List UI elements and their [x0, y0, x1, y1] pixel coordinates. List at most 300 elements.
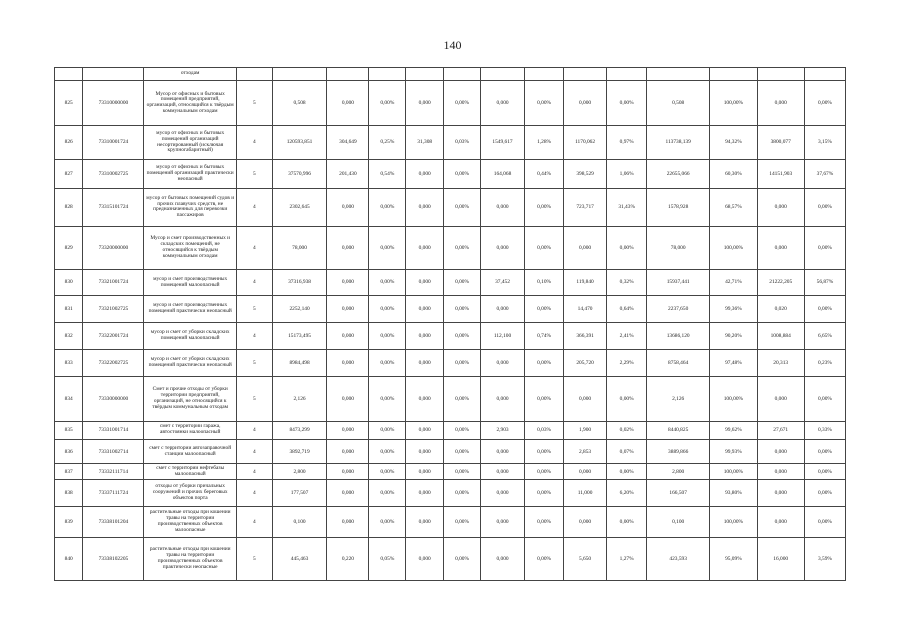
- cell-waste-name: смет с территории гаража, автостоянки малоопасный: [144, 421, 237, 439]
- cell-hazard-class: 4: [236, 126, 272, 160]
- cell-empty: [525, 68, 564, 81]
- cell-hazard-class: 4: [236, 421, 272, 439]
- cell-value: 0,000: [327, 81, 369, 126]
- cell-row-number: 839: [55, 506, 83, 537]
- cell-total-amount: 177,507: [272, 480, 327, 507]
- cell-waste-name: Смет и прочие отходы от уборки территории предприятий, организаций, не относящийся к твёрдым коммунальным отходам: [144, 377, 237, 422]
- cell-value: 0,000: [480, 227, 524, 270]
- cell-empty: [757, 68, 804, 81]
- cell-value: 2,903: [480, 421, 524, 439]
- cell-hazard-class: 4: [236, 464, 272, 480]
- cell-fkko-code: 73321001724: [83, 269, 144, 296]
- cell-fkko-code: 73331002714: [83, 439, 144, 464]
- cell-percent: 0,00%: [804, 439, 845, 464]
- cell-value: 0,000: [480, 296, 524, 323]
- cell-waste-name: смет с территории автозаправочной станции малоопасный: [144, 439, 237, 464]
- cell-value: 16,000: [757, 538, 804, 581]
- cell-total-amount: 0,100: [272, 506, 327, 537]
- cell-empty: [647, 68, 710, 81]
- cell-value: 0,000: [406, 188, 444, 226]
- cell-fkko-code: 73322002725: [83, 350, 144, 377]
- cell-hazard-class: 5: [236, 350, 272, 377]
- cell-percent: 6,65%: [804, 323, 845, 350]
- cell-percent: 3,15%: [804, 126, 845, 160]
- cell-value: 0,000: [757, 506, 804, 537]
- cell-value: 0,000: [406, 81, 444, 126]
- cell-waste-name: Мусор от офисных и бытовых помещений предприятий, организаций, относящийся к твёрдым коммунальным отходам: [144, 81, 237, 126]
- cell-fkko-code: 73315101724: [83, 188, 144, 226]
- cell-percent: 0,00%: [804, 188, 845, 226]
- cell-percent: 0,97%: [607, 126, 647, 160]
- cell-hazard-class: 4: [236, 227, 272, 270]
- cell-value: 205,720: [564, 350, 607, 377]
- cell-percent: 95,09%: [710, 538, 757, 581]
- cell-value: 37,452: [480, 269, 524, 296]
- cell-row-number: 825: [55, 81, 83, 126]
- cell-percent: 31,43%: [607, 188, 647, 226]
- cell-value: 0,000: [757, 464, 804, 480]
- cell-percent: 1,28%: [525, 126, 564, 160]
- cell-value: 0,000: [406, 227, 444, 270]
- cell-total-amount: 0,508: [272, 81, 327, 126]
- cell-percent: 0,07%: [607, 439, 647, 464]
- cell-value: 1578,928: [647, 188, 710, 226]
- cell-waste-name: мусор и смет производственных помещений малоопасный: [144, 269, 237, 296]
- cell-value: 0,000: [327, 269, 369, 296]
- cell-percent: 0,00%: [525, 439, 564, 464]
- cell-percent: 100,00%: [710, 377, 757, 422]
- cell-percent: 0,64%: [607, 296, 647, 323]
- cell-fkko-code: 73310001724: [83, 126, 144, 160]
- cell-waste-name: мусор и смет от уборки складских помещений практически неопасный: [144, 350, 237, 377]
- cell-value: 0,000: [757, 480, 804, 507]
- cell-hazard-class: 5: [236, 377, 272, 422]
- cell-row-number: 827: [55, 159, 83, 188]
- cell-value: 0,000: [564, 506, 607, 537]
- cell-value: 2,853: [564, 439, 607, 464]
- cell-percent: 60,30%: [710, 159, 757, 188]
- cell-value: 0,000: [327, 188, 369, 226]
- cell-value: 723,717: [564, 188, 607, 226]
- cell-waste-name: мусор и смет производственных помещений практически неопасный: [144, 296, 237, 323]
- cell-value: 2,800: [647, 464, 710, 480]
- cell-hazard-class: 5: [236, 81, 272, 126]
- cell-value: 0,000: [327, 350, 369, 377]
- cell-value: 20,313: [757, 350, 804, 377]
- cell-value: 0,000: [327, 296, 369, 323]
- cell-value: 0,000: [480, 538, 524, 581]
- cell-percent: 90,20%: [710, 323, 757, 350]
- cell-percent: 0,03%: [525, 421, 564, 439]
- table-row: [55, 269, 846, 296]
- cell-value: 119,840: [564, 269, 607, 296]
- cell-value: 166,507: [647, 480, 710, 507]
- cell-row-number: 835: [55, 421, 83, 439]
- cell-percent: 0,00%: [369, 81, 406, 126]
- cell-hazard-class: 5: [236, 159, 272, 188]
- table-row: [55, 377, 846, 422]
- cell-value: 0,000: [406, 421, 444, 439]
- cell-value: 0,000: [406, 296, 444, 323]
- cell-percent: 0,00%: [444, 350, 481, 377]
- cell-empty: [369, 68, 406, 81]
- cell-percent: 2,29%: [607, 350, 647, 377]
- cell-value: 0,000: [480, 464, 524, 480]
- cell-total-amount: 78,000: [272, 227, 327, 270]
- cell-value: 11,000: [564, 480, 607, 507]
- cell-total-amount: 15173,495: [272, 323, 327, 350]
- cell-percent: 100,00%: [710, 227, 757, 270]
- cell-percent: 0,00%: [804, 81, 845, 126]
- cell-empty: [83, 68, 144, 81]
- cell-percent: 0,00%: [444, 188, 481, 226]
- page-number: 140: [443, 38, 462, 52]
- cell-value: 0,000: [564, 227, 607, 270]
- cell-value: 0,000: [406, 269, 444, 296]
- cell-percent: 0,00%: [607, 227, 647, 270]
- cell-percent: 0,00%: [525, 377, 564, 422]
- cell-percent: 0,03%: [444, 126, 481, 160]
- cell-waste-name: мусор и смет от уборки складских помещений малоопасный: [144, 323, 237, 350]
- cell-waste-name: мусор от офисных и бытовых помещений организаций практически неопасный: [144, 159, 237, 188]
- cell-percent: 0,00%: [369, 269, 406, 296]
- cell-percent: 99,62%: [710, 421, 757, 439]
- cell-row-number: 834: [55, 377, 83, 422]
- cell-percent: 0,00%: [369, 464, 406, 480]
- cell-percent: 0,00%: [369, 350, 406, 377]
- cell-waste-name: мусор от офисных и бытовых помещений организаций несортированный (исключая крупногабаритный): [144, 126, 237, 160]
- cell-value: 13686,120: [647, 323, 710, 350]
- cell-percent: 0,00%: [444, 323, 481, 350]
- cell-value: 0,000: [327, 227, 369, 270]
- cell-hazard-class: 4: [236, 269, 272, 296]
- cell-value: 5,650: [564, 538, 607, 581]
- cell-percent: 0,00%: [369, 323, 406, 350]
- cell-value: 164,068: [480, 159, 524, 188]
- cell-percent: 0,00%: [444, 480, 481, 507]
- cell-waste-name: растительные отходы при кошении травы на территории производственных объектов малоопасные: [144, 506, 237, 537]
- cell-percent: 3,59%: [804, 538, 845, 581]
- table-body: [55, 68, 846, 581]
- cell-percent: 0,00%: [607, 81, 647, 126]
- cell-percent: 0,00%: [804, 464, 845, 480]
- cell-percent: 100,00%: [710, 81, 757, 126]
- cell-percent: 0,00%: [804, 480, 845, 507]
- cell-value: 21222,205: [757, 269, 804, 296]
- cell-empty: [236, 68, 272, 81]
- cell-value: 0,000: [406, 480, 444, 507]
- cell-row-number: 838: [55, 480, 83, 507]
- cell-percent: 0,00%: [444, 421, 481, 439]
- cell-percent: 0,00%: [525, 464, 564, 480]
- cell-waste-name: отходам: [144, 68, 237, 81]
- cell-hazard-class: 4: [236, 506, 272, 537]
- cell-empty: [444, 68, 481, 81]
- cell-row-number: 836: [55, 439, 83, 464]
- cell-waste-name: растительные отходы при кошении травы на территории производственных объектов практически неопасные: [144, 538, 237, 581]
- cell-row-number: 832: [55, 323, 83, 350]
- cell-percent: 0,00%: [607, 377, 647, 422]
- cell-value: 14151,903: [757, 159, 804, 188]
- cell-value: 0,100: [647, 506, 710, 537]
- cell-percent: 0,00%: [525, 538, 564, 581]
- cell-percent: 0,02%: [607, 421, 647, 439]
- cell-percent: 100,00%: [710, 464, 757, 480]
- cell-value: 2237,650: [647, 296, 710, 323]
- cell-value: 27,671: [757, 421, 804, 439]
- cell-hazard-class: 4: [236, 323, 272, 350]
- cell-percent: 0,00%: [444, 506, 481, 537]
- cell-percent: 0,25%: [369, 126, 406, 160]
- cell-value: 0,000: [480, 350, 524, 377]
- cell-value: 3800,077: [757, 126, 804, 160]
- cell-value: 0,000: [327, 377, 369, 422]
- cell-value: 14,470: [564, 296, 607, 323]
- cell-row-number: 831: [55, 296, 83, 323]
- cell-value: 0,000: [757, 188, 804, 226]
- cell-value: 0,000: [480, 439, 524, 464]
- cell-row-number: 833: [55, 350, 83, 377]
- cell-percent: 0,00%: [607, 464, 647, 480]
- cell-value: 112,100: [480, 323, 524, 350]
- cell-fkko-code: 73331001714: [83, 421, 144, 439]
- cell-percent: 0,00%: [444, 227, 481, 270]
- cell-hazard-class: 4: [236, 439, 272, 464]
- cell-percent: 0,00%: [369, 188, 406, 226]
- cell-empty: [564, 68, 607, 81]
- cell-percent: 0,00%: [444, 538, 481, 581]
- cell-percent: 0,00%: [804, 377, 845, 422]
- cell-percent: 1,27%: [607, 538, 647, 581]
- cell-percent: 56,87%: [804, 269, 845, 296]
- cell-value: 0,000: [757, 81, 804, 126]
- cell-value: 0,000: [406, 464, 444, 480]
- cell-value: 366,391: [564, 323, 607, 350]
- cell-percent: 99,36%: [710, 296, 757, 323]
- cell-total-amount: 2,800: [272, 464, 327, 480]
- cell-value: 15937,441: [647, 269, 710, 296]
- cell-fkko-code: 73320000000: [83, 227, 144, 270]
- cell-fkko-code: 73322001724: [83, 323, 144, 350]
- cell-percent: 0,00%: [444, 159, 481, 188]
- cell-empty: [406, 68, 444, 81]
- cell-value: 0,000: [406, 323, 444, 350]
- cell-percent: 0,44%: [525, 159, 564, 188]
- cell-percent: 0,00%: [525, 480, 564, 507]
- cell-value: 2,126: [647, 377, 710, 422]
- cell-percent: 0,00%: [369, 421, 406, 439]
- cell-percent: 0,00%: [525, 296, 564, 323]
- cell-value: 113738,139: [647, 126, 710, 160]
- cell-value: 0,000: [406, 159, 444, 188]
- cell-percent: 0,00%: [525, 506, 564, 537]
- cell-waste-name: смет с территории нефтебазы малоопасный: [144, 464, 237, 480]
- cell-row-number: 840: [55, 538, 83, 581]
- cell-percent: 93,80%: [710, 480, 757, 507]
- cell-row-number: 826: [55, 126, 83, 160]
- cell-empty: [607, 68, 647, 81]
- cell-value: 3889,866: [647, 439, 710, 464]
- cell-percent: 0,00%: [369, 227, 406, 270]
- cell-value: 0,000: [480, 81, 524, 126]
- cell-total-amount: 37570,996: [272, 159, 327, 188]
- cell-value: 1,900: [564, 421, 607, 439]
- cell-percent: 0,00%: [369, 480, 406, 507]
- cell-percent: 0,54%: [369, 159, 406, 188]
- cell-value: 423,593: [647, 538, 710, 581]
- cell-value: 0,000: [327, 506, 369, 537]
- cell-percent: 6,20%: [607, 480, 647, 507]
- cell-value: 304,649: [327, 126, 369, 160]
- cell-percent: 0,00%: [444, 81, 481, 126]
- cell-total-amount: 120593,851: [272, 126, 327, 160]
- cell-value: 0,000: [406, 377, 444, 422]
- table-row: [55, 350, 846, 377]
- cell-fkko-code: 73310000000: [83, 81, 144, 126]
- cell-empty: [327, 68, 369, 81]
- table-row: [55, 480, 846, 507]
- cell-fkko-code: 73330000000: [83, 377, 144, 422]
- cell-percent: 0,33%: [804, 421, 845, 439]
- cell-value: 0,000: [480, 506, 524, 537]
- cell-percent: 0,00%: [369, 296, 406, 323]
- cell-percent: 94,32%: [710, 126, 757, 160]
- cell-percent: 0,23%: [804, 350, 845, 377]
- cell-value: 0,000: [327, 480, 369, 507]
- table-row: [55, 506, 846, 537]
- cell-value: 0,000: [757, 439, 804, 464]
- cell-value: 0,220: [327, 538, 369, 581]
- table-row: [55, 538, 846, 581]
- cell-value: 0,000: [480, 188, 524, 226]
- cell-percent: 0,00%: [369, 439, 406, 464]
- cell-percent: 0,00%: [369, 506, 406, 537]
- cell-percent: 0,00%: [525, 188, 564, 226]
- cell-value: 0,000: [406, 439, 444, 464]
- table-row: [55, 439, 846, 464]
- cell-value: 0,000: [564, 81, 607, 126]
- cell-total-amount: 3892,719: [272, 439, 327, 464]
- cell-value: 0,000: [327, 421, 369, 439]
- table-row: [55, 421, 846, 439]
- cell-value: 1549,617: [480, 126, 524, 160]
- cell-value: 0,000: [406, 506, 444, 537]
- cell-empty: [272, 68, 327, 81]
- cell-value: 0,000: [327, 464, 369, 480]
- cell-percent: 0,00%: [525, 227, 564, 270]
- cell-value: 0,000: [480, 377, 524, 422]
- cell-value: 0,020: [757, 296, 804, 323]
- cell-value: 0,000: [757, 377, 804, 422]
- cell-percent: 2,41%: [607, 323, 647, 350]
- cell-hazard-class: 5: [236, 538, 272, 581]
- cell-row-number: 837: [55, 464, 83, 480]
- cell-total-amount: 8984,498: [272, 350, 327, 377]
- cell-empty: [480, 68, 524, 81]
- cell-fkko-code: 73332111714: [83, 464, 144, 480]
- cell-total-amount: 2252,140: [272, 296, 327, 323]
- cell-fkko-code: 73337111724: [83, 480, 144, 507]
- cell-value: 398,529: [564, 159, 607, 188]
- cell-hazard-class: 4: [236, 188, 272, 226]
- cell-fkko-code: 73321002725: [83, 296, 144, 323]
- cell-total-amount: 2302,645: [272, 188, 327, 226]
- cell-fkko-code: 73338101204: [83, 506, 144, 537]
- cell-value: 0,000: [480, 480, 524, 507]
- cell-value: 0,000: [564, 377, 607, 422]
- cell-percent: 0,00%: [369, 377, 406, 422]
- table-row: [55, 81, 846, 126]
- cell-value: 0,000: [564, 464, 607, 480]
- table-row: [55, 464, 846, 480]
- cell-fkko-code: 73310002725: [83, 159, 144, 188]
- cell-total-amount: 445,463: [272, 538, 327, 581]
- cell-total-amount: 37316,938: [272, 269, 327, 296]
- table-row: [55, 296, 846, 323]
- cell-percent: 42,71%: [710, 269, 757, 296]
- cell-value: 1170,062: [564, 126, 607, 160]
- cell-value: 22655,066: [647, 159, 710, 188]
- cell-hazard-class: 5: [236, 296, 272, 323]
- cell-percent: 68,57%: [710, 188, 757, 226]
- cell-percent: 99,93%: [710, 439, 757, 464]
- cell-fkko-code: 73338102205: [83, 538, 144, 581]
- cell-percent: 97,48%: [710, 350, 757, 377]
- cell-percent: 0,00%: [804, 296, 845, 323]
- cell-value: 0,000: [327, 439, 369, 464]
- cell-percent: 0,10%: [525, 269, 564, 296]
- cell-row-number: 829: [55, 227, 83, 270]
- cell-waste-name: Мусор и смет производственных и складских помещений, не относящийся к твёрдым коммунальным отходам: [144, 227, 237, 270]
- cell-value: 201,430: [327, 159, 369, 188]
- cell-empty: [710, 68, 757, 81]
- cell-row-number: 830: [55, 269, 83, 296]
- cell-empty: [55, 68, 83, 81]
- table-row: [55, 227, 846, 270]
- cell-percent: 0,74%: [525, 323, 564, 350]
- cell-total-amount: 2,126: [272, 377, 327, 422]
- cell-hazard-class: 4: [236, 480, 272, 507]
- cell-row-number: 828: [55, 188, 83, 226]
- cell-value: 0,000: [406, 538, 444, 581]
- cell-percent: 0,00%: [444, 377, 481, 422]
- cell-percent: 0,00%: [444, 464, 481, 480]
- cell-waste-name: отходы от уборки причальных сооружений и прочих береговых объектов порта: [144, 480, 237, 507]
- cell-total-amount: 8473,299: [272, 421, 327, 439]
- cell-percent: 0,00%: [444, 269, 481, 296]
- table-row: [55, 126, 846, 160]
- table-row: [55, 323, 846, 350]
- table-row: [55, 188, 846, 226]
- cell-percent: 0,32%: [607, 269, 647, 296]
- cell-value: 78,000: [647, 227, 710, 270]
- cell-value: 8758,464: [647, 350, 710, 377]
- cell-percent: 0,00%: [444, 439, 481, 464]
- cell-value: 0,000: [406, 350, 444, 377]
- cell-percent: 1,06%: [607, 159, 647, 188]
- cell-value: 0,000: [327, 323, 369, 350]
- cell-waste-name: мусор от бытовых помещений судов и прочих плавучих средств, не предназначенных для перевозки пассажиров: [144, 188, 237, 226]
- cell-empty: [804, 68, 845, 81]
- cell-percent: 0,00%: [444, 296, 481, 323]
- table-row-continuation: [55, 68, 846, 81]
- cell-value: 31,308: [406, 126, 444, 160]
- cell-percent: 0,00%: [804, 506, 845, 537]
- cell-percent: 0,00%: [607, 506, 647, 537]
- cell-value: 8440,825: [647, 421, 710, 439]
- table-row: [55, 159, 846, 188]
- cell-percent: 0,05%: [369, 538, 406, 581]
